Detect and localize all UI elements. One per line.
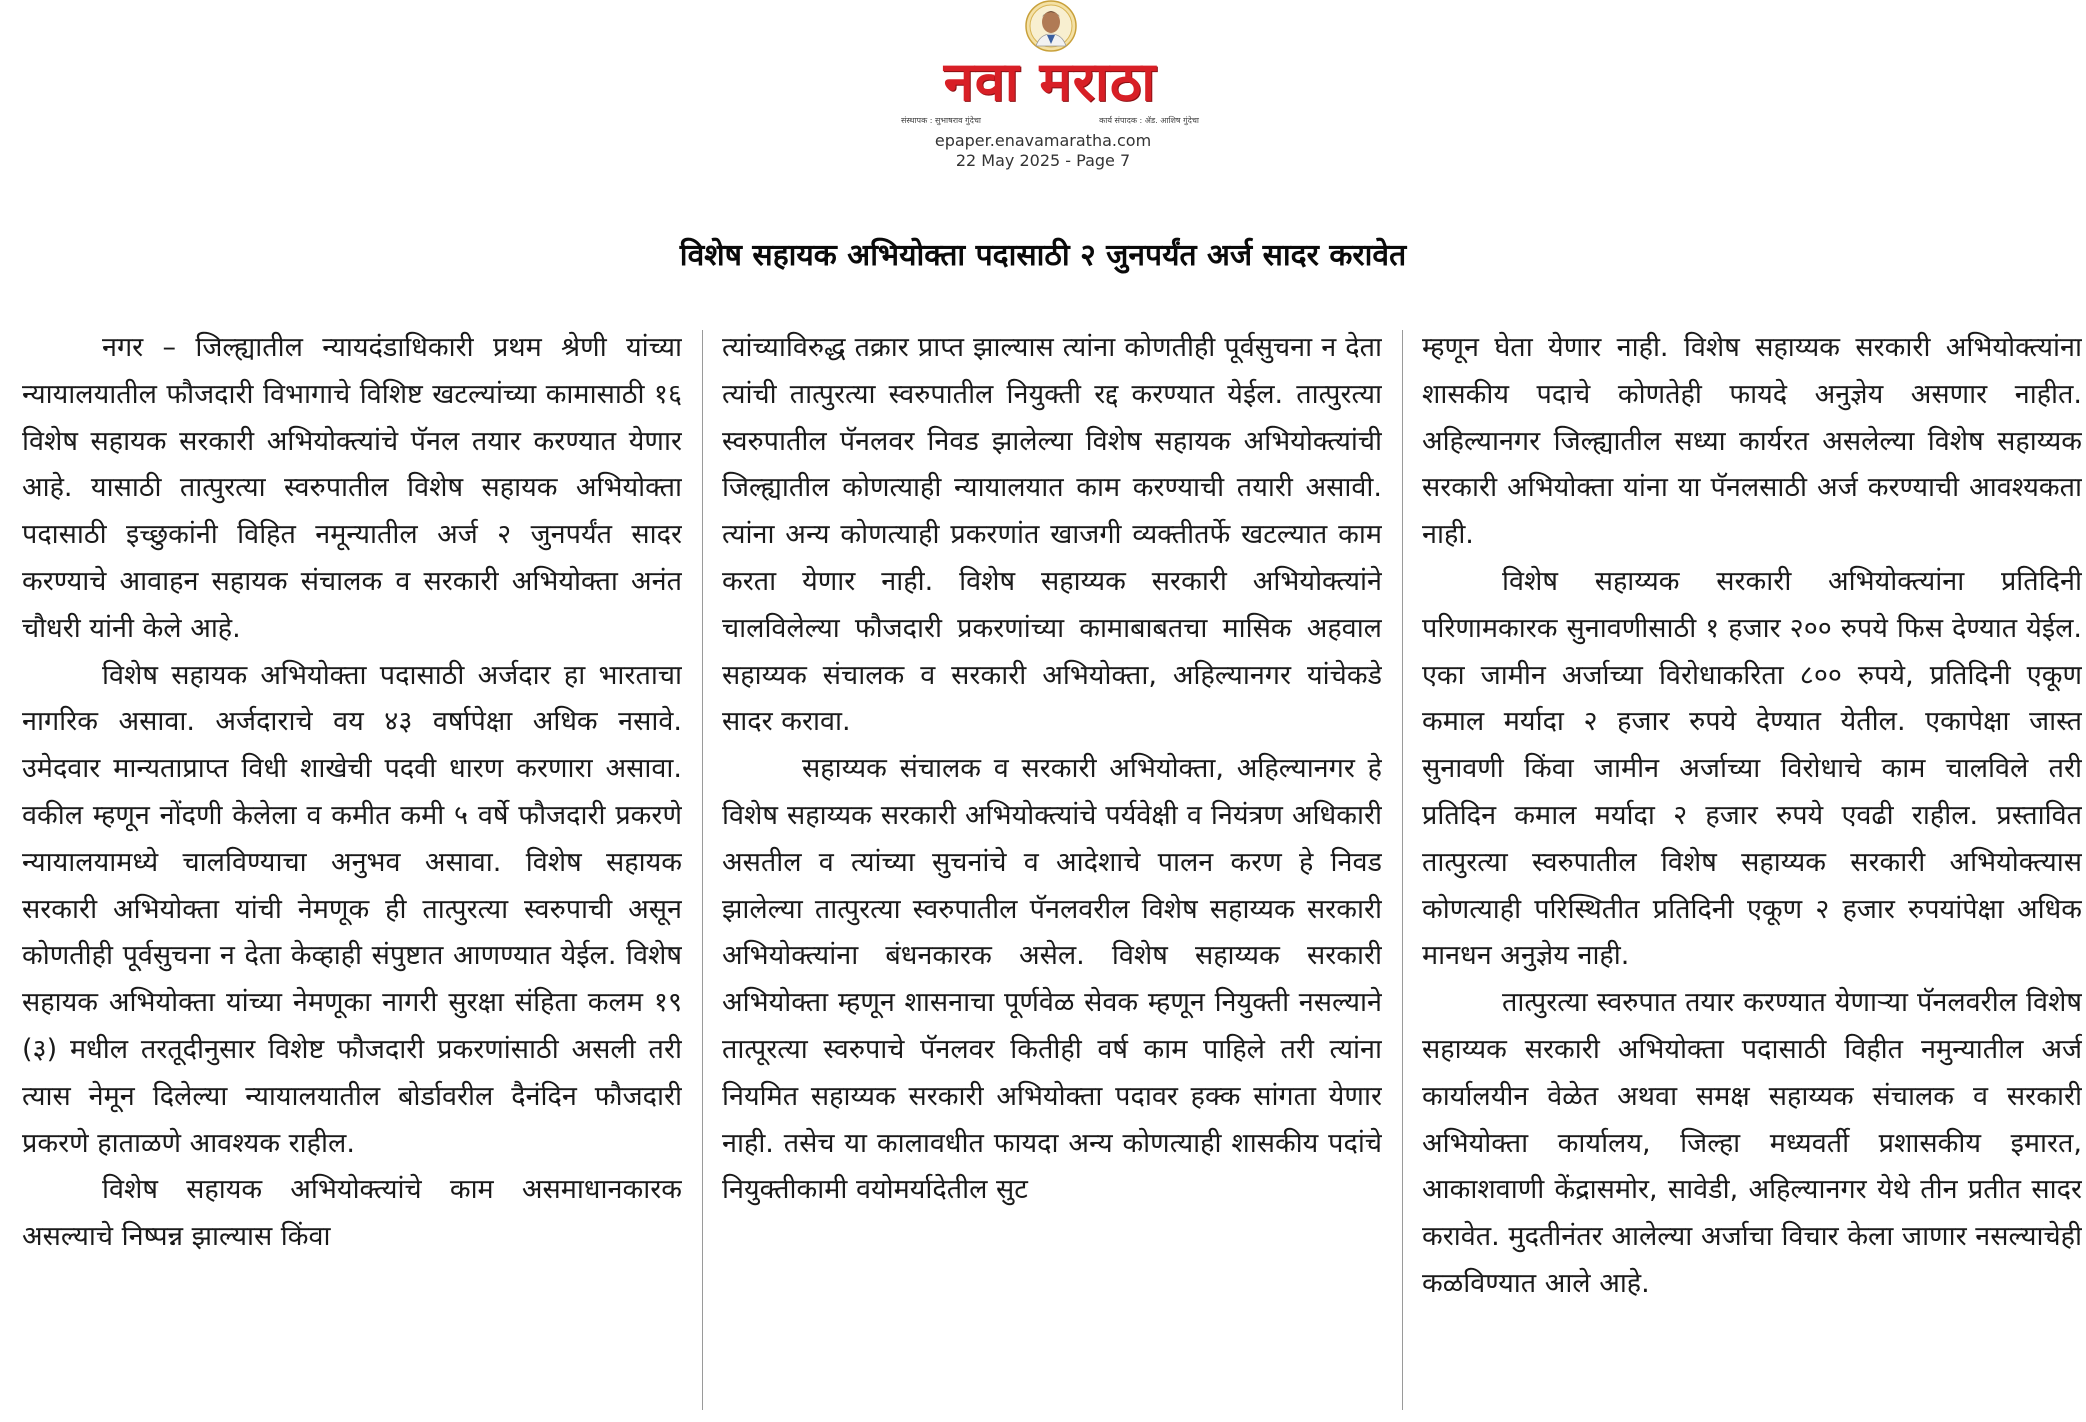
- paragraph: विशेष सहाय्यक सरकारी अभियोक्त्यांना प्रतिदिनी परिणामकारक सुनावणीसाठी १ हजार २०० रुपये फिस देण्यात येईल. एका जामीन अर्जाच्या विरोधाकरिता ८०० रुपये, प्रतिदिनी एकूण कमाल मर्यादा २ हजार रुपये देण्यात येतील. एकापेक्षा जास्त सुनावणी किंवा जामीन अर्जाच्या विरोधाचे काम चालविले तरी प्रतिदिन कमाल मर्यादा २ हजार रुपये एवढी राहील. प्रस्तावित तात्पुरत्या स्वरुपातील विशेष सहाय्यक सरकारी अभियोक्त्यास कोणत्याही परिस्थितीत प्रतिदिनी एकूण २ हजार रुपयांपेक्षा अधिक मानधन अनुज्ञेय नाही.: [1422, 565, 2082, 972]
- site-url[interactable]: epaper.enavamaratha.com: [934, 131, 1152, 150]
- masthead: [0, 0, 2086, 170]
- article-body: [22, 325, 2082, 1420]
- paragraph: नगर – जिल्ह्यातील न्यायदंडाधिकारी प्रथम श्रेणी यांच्या न्यायालयातील फौजदारी विभागाचे विशिष्ट खटल्यांच्या कामासाठी १६ विशेष सहायक सरकारी अभियोक्त्यांचे पॅनल तयार करण्यात येणार आहे. यासाठी तात्पुरत्या स्वरुपातील विशेष सहायक अभियोक्ता पदासाठी इच्छुकांनी विहित नमून्यातील अर्ज २ जुनपर्यंत सादर करण्याचे आवाहन सहायक संचालक व सरकारी अभियोक्ता अनंत चौधरी यांनी केले आहे.: [22, 332, 682, 644]
- paragraph: त्यांच्याविरुद्ध तक्रार प्राप्त झाल्यास त्यांना कोणतीही पूर्वसुचना न देता त्यांची तात्पुरत्या स्वरुपातील नियुक्ती रद्द करण्यात येईल. तात्पुरत्या स्वरुपातील पॅनलवर निवड झालेल्या विशेष सहायक अभियोक्त्यांची जिल्ह्यातील कोणत्याही न्यायालयात काम करण्याची तयारी असावी. त्यांना अन्य कोणत्याही प्रकरणांत खाजगी व्यक्तीतर्फे खटल्यात काम करता येणार नाही. विशेष सहाय्यक सरकारी अभियोक्त्यांने चालविलेल्या फौजदारी प्रकरणांच्या कामाबाबतचा मासिक अहवाल सहाय्यक संचालक व सरकारी अभियोक्ता, अहिल्यानगर यांचेकडे सादर करावा.: [722, 332, 1382, 738]
- paragraph: विशेष सहायक अभियोक्ता पदासाठी अर्जदार हा भारताचा नागरिक असावा. अर्जदाराचे वय ४३ वर्षापेक्षा अधिक नसावे. उमेदवार मान्यताप्राप्त विधी शाखेची पदवी धारण करणारा असावा. वकील म्हणून नोंदणी केलेला व कमीत कमी ५ वर्षे फौजदारी प्रकरणे न्यायालयामध्ये चालविण्याचा अनुभव असावा. विशेष सहायक सरकारी अभियोक्ता यांची नेमणूक ही तात्पुरत्या स्वरुपाची असून कोणतीही पूर्वसुचना न देता केव्हाही संपुष्टात आणण्यात येईल. विशेष सहायक अभियोक्ता यांच्या नेमणूका नागरी सुरक्षा संहिता कलम १९ (३) मधील तरतूदीनुसार विशेष्ट फौजदारी प्रकरणांसाठी असली तरी त्यास नेमून दिलेल्या न्यायालयातील बोर्डावरील दैनंदिन फौजदारी प्रकरणे हाताळणे आवश्यक राहील.: [22, 659, 682, 1159]
- logo-text: नवा मराठा: [943, 50, 1157, 113]
- paragraph: विशेष सहायक अभियोक्त्यांचे काम असमाधानकारक असल्याचे निष्पन्न झाल्यास किंवा: [22, 1174, 682, 1253]
- article-column-3: [1422, 325, 2082, 1420]
- paragraph: तात्पुरत्या स्वरुपात तयार करण्यात येणाऱ्या पॅनलवरील विशेष सहाय्यक सरकारी अभियोक्ता पदासाठी विहीत नमुन्यातील अर्ज कार्यालयीन वेळेत अथवा समक्ष सहाय्यक संचालक व सरकारी अभियोक्ता कार्यालय, जिल्हा मध्यवर्ती प्रशासकीय इमारत, आकाशवाणी केंद्रासमोर, सावेडी, अहिल्यानगर येथे तीन प्रतीत सादर करावेत. मुदतीनंतर आलेल्या अर्जाचा विचार केला जाणार नसल्याचेही कळविण्यात आले आहे.: [1422, 987, 2082, 1299]
- founder-portrait-icon: [1020, 0, 1082, 52]
- newspaper-logo[interactable]: [895, 0, 1205, 130]
- page-date: 22 May 2025 - Page 7: [955, 151, 1131, 170]
- column-divider: [702, 330, 703, 1410]
- article-column-2: [722, 325, 1382, 1420]
- article-headline: विशेष सहायक अभियोक्ता पदासाठी २ जुनपर्यंत अर्ज सादर करावेत: [679, 238, 1407, 274]
- logo-sub-left: संस्थापक : सुभाषराव गुंदेचा: [901, 116, 981, 125]
- paragraph: म्हणून घेता येणार नाही. विशेष सहाय्यक सरकारी अभियोक्त्यांना शासकीय पदाचे कोणतेही फायदे अनुज्ञेय असणार नाहीत. अहिल्यानगर जिल्ह्यातील सध्या कार्यरत असलेल्या विशेष सहाय्यक सरकारी अभियोक्ता यांना या पॅनलसाठी अर्ज करण्याची आवश्यकता नाही.: [1422, 332, 2082, 551]
- article-column-1: [22, 325, 682, 1420]
- paragraph: सहाय्यक संचालक व सरकारी अभियोक्ता, अहिल्यानगर हे विशेष सहाय्यक सरकारी अभियोक्त्यांचे पर्यवेक्षी व नियंत्रण अधिकारी असतील व त्यांच्या सुचनांचे व आदेशाचे पालन करण हे निवड झालेल्या तात्पुरत्या स्वरुपातील पॅनलवरील विशेष सहाय्यक सरकारी अभियोक्त्यांना बंधनकारक असेल. विशेष सहाय्यक सरकारी अभियोक्ता म्हणून शासनाचा पूर्णवेळ सेवक म्हणून नियुक्ती नसल्याने तात्पूरत्या स्वरुपाचे पॅनलवर कितीही वर्ष काम पाहिले तरी त्यांना नियमित सहाय्यक सरकारी अभियोक्ता पदावर हक्क सांगता येणार नाही. तसेच या कालावधीत फायदा अन्य कोणत्याही शासकीय पदांचे नियुक्तीकामी वयोमर्यादेतील सुट: [722, 753, 1382, 1206]
- column-divider: [1402, 330, 1403, 1410]
- logo-sub-right: कार्य संपादक : ॲड. आशिष गुंदेचा: [1099, 116, 1199, 125]
